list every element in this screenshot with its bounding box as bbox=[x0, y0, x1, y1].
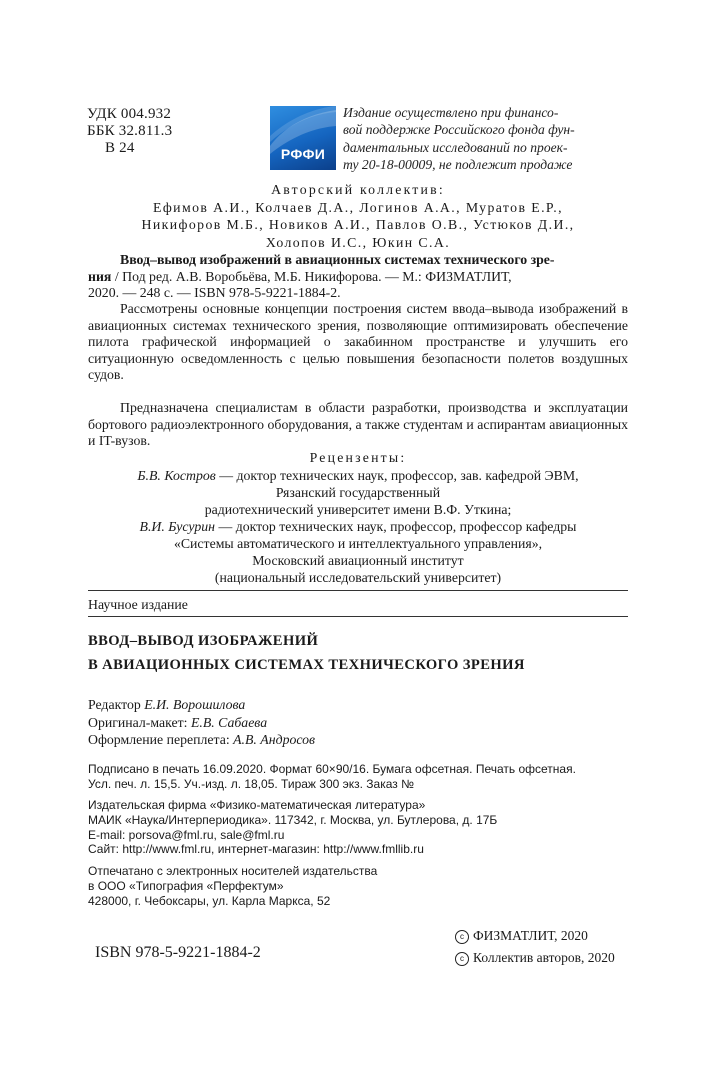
authors-line: Никифоров М.Б., Новиков А.И., Павлов О.В., Устюков Д.И., bbox=[141, 217, 575, 233]
funding-notice-line: даментальных исследований по проек- bbox=[343, 139, 568, 155]
rffi-logo-text: РФФИ bbox=[280, 146, 326, 162]
bbk-code: ББК 32.811.3 bbox=[87, 123, 173, 139]
publisher-address: МАИК «Наука/Интерпериодика». 117342, г. Москва, ул. Бутлерова, д. 17Б bbox=[88, 812, 498, 827]
printer-line: Отпечатано с электронных носителей издательства bbox=[88, 864, 378, 878]
reviewer-2-institute: Московский авиационный институт bbox=[252, 552, 464, 568]
reviewer-2-title: — доктор технических наук, профессор, профессор кафедры bbox=[215, 518, 577, 534]
book-title-line-1: ВВОД–ВЫВОД ИЗОБРАЖЕНИЙ bbox=[88, 633, 319, 649]
citation-details: / Под ред. А.В. Воробьёва, М.Б. Никифорова. — М.: ФИЗМАТЛИТ, bbox=[111, 268, 512, 284]
book-title-line-2: В АВИАЦИОННЫХ СИСТЕМАХ ТЕХНИЧЕСКОГО ЗРЕНИЯ bbox=[88, 657, 525, 673]
reviewer-2-name: В.И. Бусурин bbox=[139, 518, 215, 534]
copyright-icon: c bbox=[455, 952, 469, 966]
authors-heading: Авторский коллектив: bbox=[271, 182, 445, 197]
credit-name: А.В. Андросов bbox=[233, 732, 316, 747]
printer-line: 428000, г. Чебоксары, ул. Карла Маркса, 52 bbox=[88, 893, 331, 908]
publisher-info bbox=[88, 798, 497, 857]
reviewer-1-name: Б.В. Костров bbox=[137, 467, 216, 483]
copyright-authors: Коллектив авторов, 2020 bbox=[473, 950, 615, 965]
publisher-name: Издательская фирма «Физико-математическая литература» bbox=[88, 798, 426, 812]
abstract-paragraph-1: Рассмотрены основные концепции построения систем ввода–вывода изображений в авиационных системах технического зрения, позволяющие оптимизировать обеспечение пилота графической информацией о закабинном пространстве и улучшить его ситуационную осведомленность с целью повышения безопасности полетов воздушных судов. bbox=[88, 301, 628, 383]
copyright bbox=[455, 925, 615, 969]
print-info-line: Подписано в печать 16.09.2020. Формат 60×90/16. Бумага офсетная. Печать офсетная. bbox=[88, 762, 576, 776]
citation-title-end: ния bbox=[88, 268, 112, 284]
citation-isbn-line: 2020. — 248 с. — ISBN 978-5-9221-1884-2. bbox=[88, 285, 341, 301]
udk-code: УДК 004.932 bbox=[87, 106, 172, 122]
citation bbox=[88, 252, 628, 302]
copyright-publisher: ФИЗМАТЛИТ, 2020 bbox=[473, 928, 588, 943]
publisher-website: Сайт: http://www.fml.ru, интернет-магазин: http://www.fmllib.ru bbox=[88, 842, 424, 857]
credit-role: Оригинал-макет: bbox=[88, 714, 191, 730]
funding-notice-line: ту 20-18-00009, не подлежит продаже bbox=[343, 157, 573, 173]
printer-line: в ООО «Типография «Перфектум» bbox=[88, 878, 284, 893]
authors-line: Ефимов А.И., Колчаев Д.А., Логинов А.А., Муратов Е.Р., bbox=[153, 199, 563, 215]
credit-name: Е.В. Сабаева bbox=[190, 714, 268, 730]
publication-type: Научное издание bbox=[88, 597, 188, 612]
funding-notice-line: вой поддержке Российского фонда фун- bbox=[343, 122, 575, 138]
reviewers bbox=[88, 450, 628, 586]
credit-name: Е.И. Ворошилова bbox=[144, 697, 246, 712]
author-mark: В 24 bbox=[105, 140, 135, 156]
abstract-paragraph-2: Предназначена специалистам в области разработки, производства и эксплуатации бортового радиоэлектронного оборудования, а также студентам и аспирантам авиационных и IT-вузов. bbox=[88, 400, 628, 449]
funding-notice-line: Издание осуществлено при финансо- bbox=[343, 105, 559, 120]
citation-title: Ввод–вывод изображений в авиационных системах технического зре- bbox=[120, 252, 555, 267]
credits bbox=[88, 696, 315, 749]
reviewer-1-university: радиотехнический университет имени В.Ф. Уткина; bbox=[204, 501, 512, 517]
divider-bottom bbox=[88, 616, 628, 617]
rffi-logo bbox=[270, 106, 336, 170]
publisher-email: E-mail: porsova@fml.ru, sale@fml.ru bbox=[88, 827, 285, 842]
reviewer-2-department: «Системы автоматического и интеллектуального управления», bbox=[173, 535, 543, 551]
reviewer-1-affiliation: Рязанский государственный bbox=[275, 484, 441, 500]
copyright-icon: c bbox=[455, 930, 469, 944]
credit-role: Оформление переплета: bbox=[88, 732, 234, 747]
reviewers-heading: Рецензенты: bbox=[309, 450, 407, 465]
print-info-line: Усл. печ. л. 15,5. Уч.-изд. л. 18,05. Тираж 300 экз. Заказ № bbox=[88, 776, 414, 791]
divider-top bbox=[88, 590, 628, 591]
author-collective bbox=[88, 181, 628, 251]
authors-line: Холопов И.С., Юкин С.А. bbox=[265, 234, 451, 250]
reviewer-1-title: — доктор технических наук, профессор, зав. кафедрой ЭВМ, bbox=[215, 467, 579, 483]
funding-notice bbox=[343, 104, 625, 174]
printer-info bbox=[88, 864, 377, 908]
print-info bbox=[88, 762, 576, 792]
isbn: ISBN 978-5-9221-1884-2 bbox=[95, 944, 261, 961]
credit-role: Редактор bbox=[88, 697, 145, 712]
reviewer-2-institute-status: (национальный исследовательский университет) bbox=[214, 569, 502, 585]
